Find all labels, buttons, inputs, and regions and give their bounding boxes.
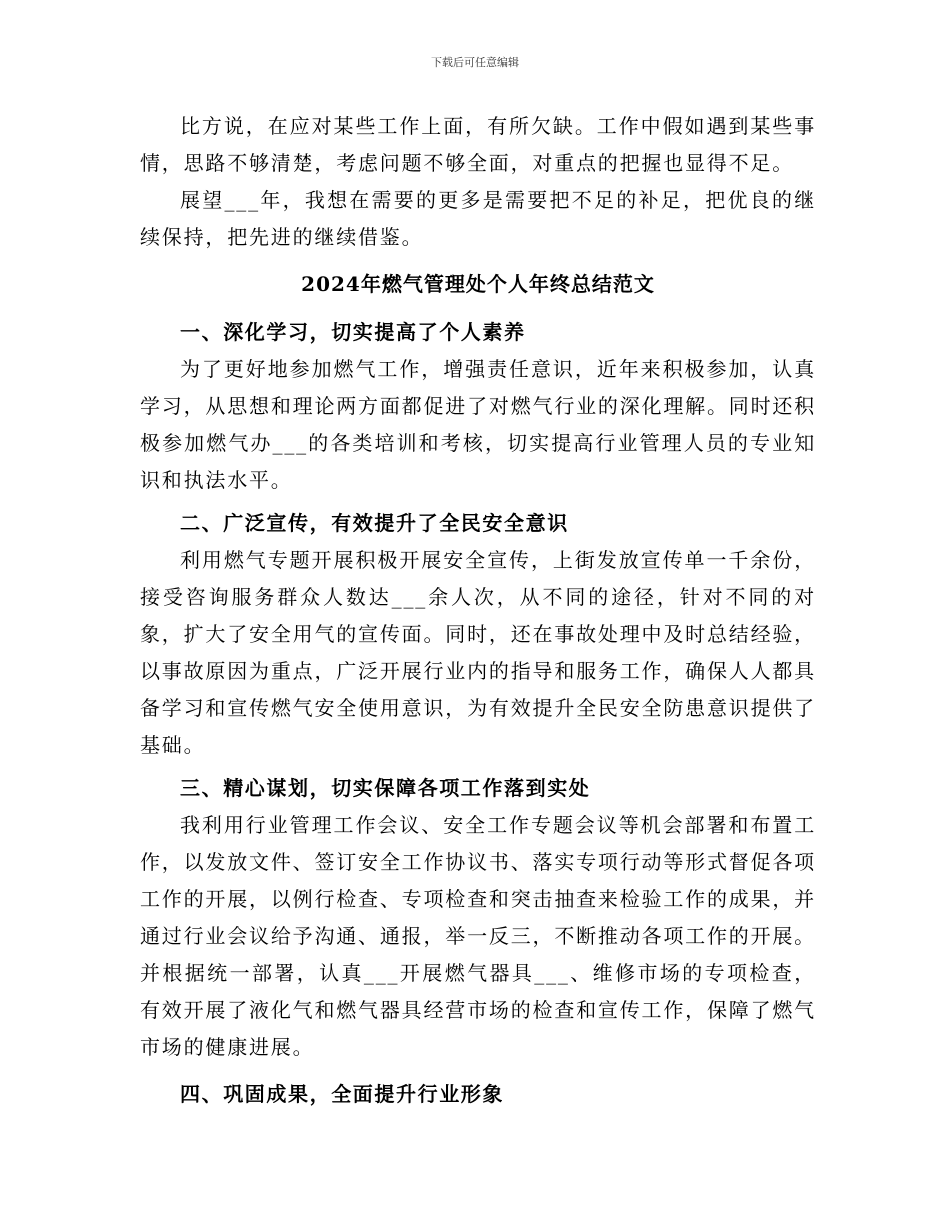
section-body-1: 为了更好地参加燃气工作，增强责任意识，近年来积极参加，认真学习，从思想和理论两方面都促进了对燃气行业的深化理解。同时还积极参加燃气办___的各类培训和考核，切实提高行业管理人员的专业知识和执法水平。 — [140, 357, 816, 492]
intro-paragraph-1: 比方说，在应对某些工作上面，有所欠缺。工作中假如遇到某些事情，思路不够清楚，考虑问题不够全面，对重点的把握也显得不足。 — [140, 114, 816, 175]
intro-paragraph-2: 展望___年，我想在需要的更多是需要把不足的补足，把优良的继续保持，把先进的继续借鉴。 — [140, 188, 816, 249]
document-body — [140, 108, 816, 1113]
section-body-2: 利用燃气专题开展积极开展安全宣传，上街发放宣传单一千余份，接受咨询服务群众人数达___余人次，从不同的途径，针对不同的对象，扩大了安全用气的宣传面。同时，还在事故处理中及时总结经验，以事故原因为重点，广泛开展行业内的指导和服务工作，确保人人都具备学习和宣传燃气安全使用意识，为有效提升全民安全防患意识提供了基础。 — [140, 548, 816, 757]
section-body-3: 我利用行业管理工作会议、安全工作专题会议等机会部署和布置工作，以发放文件、签订安全工作协议书、落实专项行动等形式督促各项工作的开展，以例行检查、专项检查和突击抽查来检验工作的成果，并通过行业会议给予沟通、通报，举一反三，不断推动各项工作的开展。并根据统一部署，认真___开展燃气器具___、维修市场的专项检查，有效开展了液化气和燃气器具经营市场的检查和宣传工作，保障了燃气市场的健康进展。 — [140, 813, 816, 1059]
section-heading-3: 三、精心谋划，切实保障各项工作落到实处 — [180, 776, 591, 800]
section-heading-4: 四、巩固成果，全面提升行业形象 — [180, 1082, 504, 1106]
page-header: 下载后可任意编辑 — [431, 56, 519, 69]
section-heading-1: 一、深化学习，切实提高了个人素养 — [180, 320, 526, 344]
document-title: 2024年燃气管理处个人年终总结范文 — [301, 272, 655, 296]
section-heading-2: 二、广泛宣传，有效提升了全民安全意识 — [180, 511, 569, 535]
